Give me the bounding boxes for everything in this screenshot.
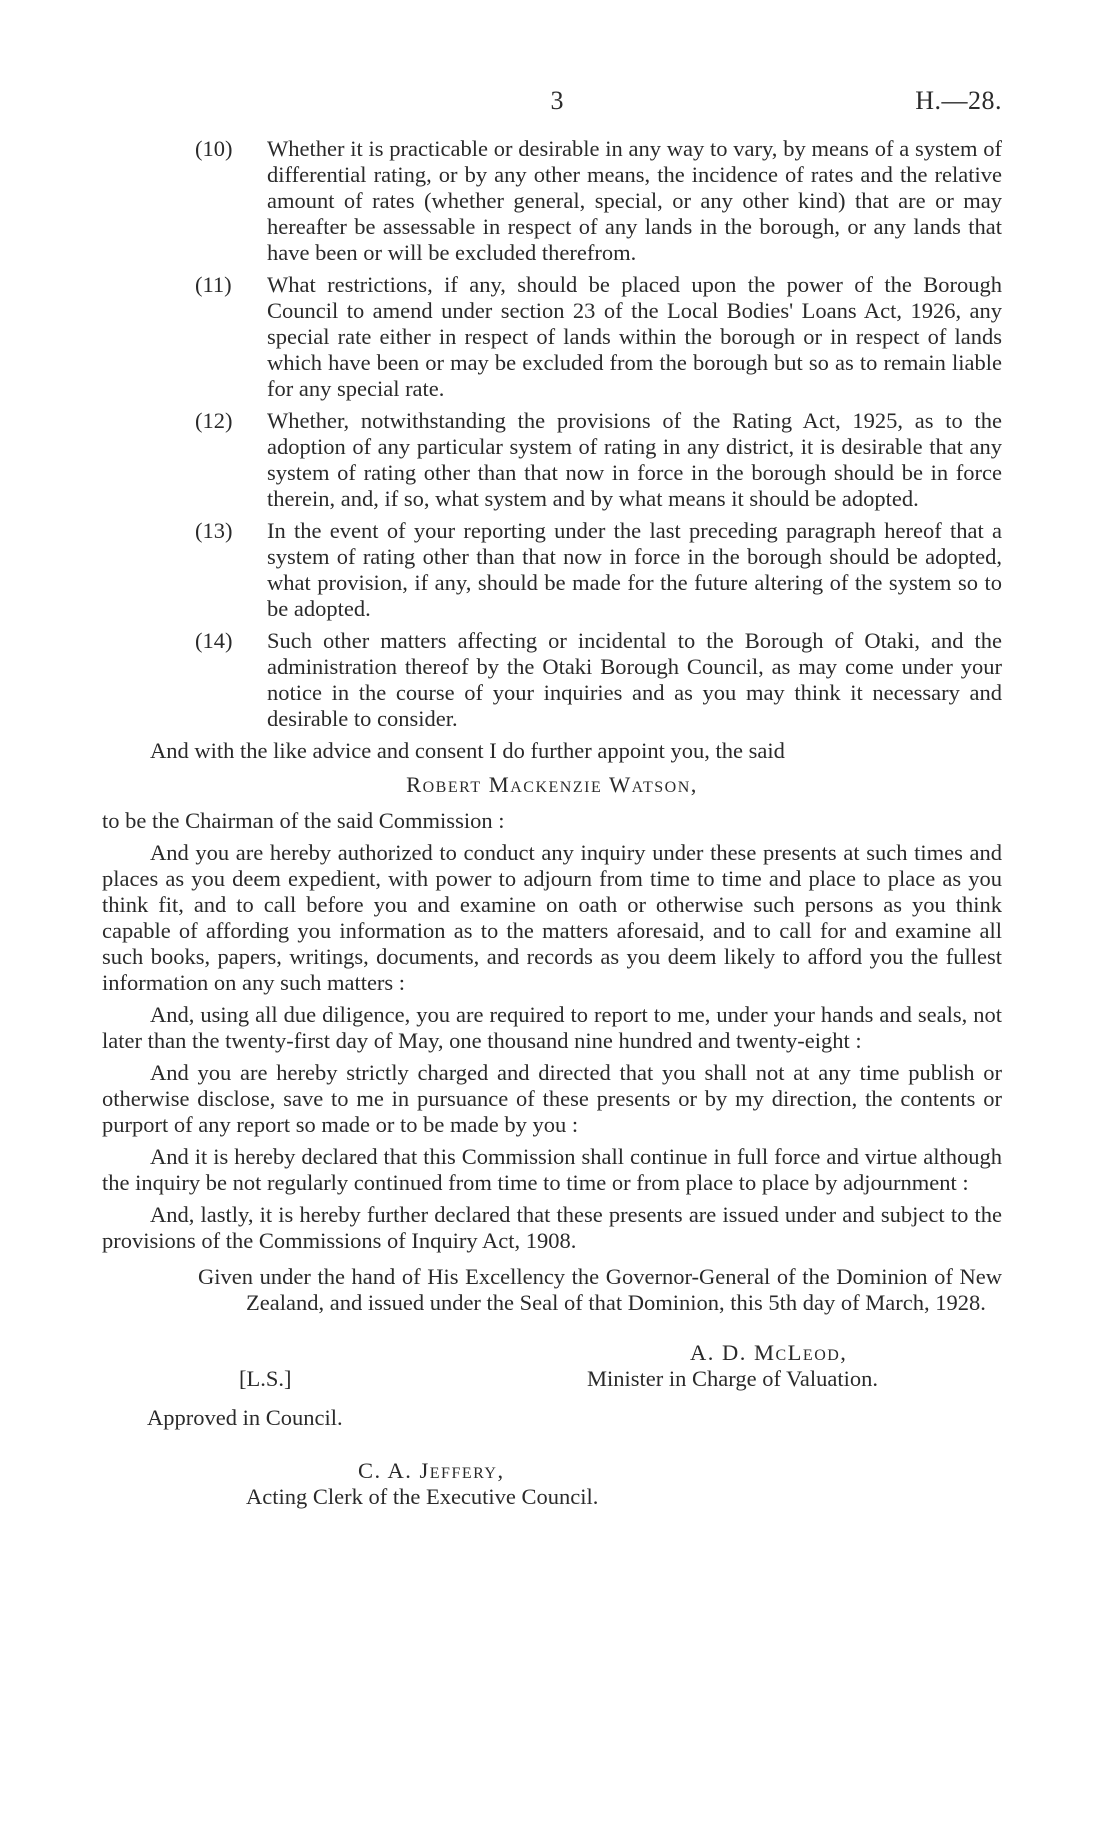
page-number: 3 bbox=[550, 86, 564, 115]
approved-in-council: Approved in Council. bbox=[147, 1405, 343, 1430]
paragraph: And, lastly, it is hereby further declared that these presents are issued under and subject to the provisions of the Commissions of Inquiry Act, 1908. bbox=[102, 1202, 1002, 1253]
signature-block bbox=[102, 1330, 1002, 1550]
chairman-name: Robert Mackenzie Watson, bbox=[406, 772, 698, 797]
numbered-item bbox=[195, 408, 1002, 512]
numbered-item bbox=[195, 272, 1002, 402]
paragraph: And you are hereby authorized to conduct any inquiry under these presents at such times and places as you deem expedient, with power to adjourn from time to time and place to place as you think fit, and to call before you and examine on oath or otherwise such persons as you think capable of affording you information as to the matters aforesaid, and to call for and examine all such books, papers, writings, documents, and records as you deem likely to afford you the fullest information on any such matters : bbox=[102, 840, 1002, 995]
minister-title: Minister in Charge of Valuation. bbox=[587, 1366, 879, 1391]
clerk-signature bbox=[246, 1458, 598, 1510]
item-number: (14) bbox=[195, 628, 233, 653]
item-number: (13) bbox=[195, 518, 233, 543]
minister-name: A. D. McLeod, bbox=[690, 1340, 848, 1365]
paragraph: And you are hereby strictly charged and directed that you shall not at any time publish or otherwise disclose, save to me in pursuance of these presents or by my direction, the contents or purport of any report so made or to be made by you : bbox=[102, 1060, 1002, 1137]
given-clause: Given under the hand of His Excellency the Governor-General of the Dominion of New Zealand, and issued under the Seal of that Dominion, this 5th day of March, 1928. bbox=[198, 1264, 1002, 1315]
paragraph: And it is hereby declared that this Commission shall continue in full force and virtue although the inquiry be not regularly continued from time to time or from place to place by adjournment : bbox=[102, 1144, 1002, 1195]
item-text: Whether it is practicable or desirable in any way to vary, by means of a system of differential rating, or by any other means, the incidence of rates and the relative amount of rates (whether general, special, or any other kind) that are or may hereafter be assessable in respect of any lands in the borough, or any lands that have been or will be excluded therefrom. bbox=[267, 136, 1002, 265]
numbered-item bbox=[195, 518, 1002, 622]
appointment-role: to be the Chairman of the said Commission : bbox=[102, 808, 505, 833]
numbered-item bbox=[195, 136, 1002, 266]
item-number: (11) bbox=[195, 272, 232, 297]
seal-mark: [L.S.] bbox=[239, 1366, 292, 1391]
numbered-item bbox=[195, 628, 1002, 732]
minister-signature bbox=[587, 1340, 987, 1392]
paragraph: And, using all due diligence, you are required to report to me, under your hands and seals, not later than the twenty-first day of May, one thousand nine hundred and twenty-eight : bbox=[102, 1002, 1002, 1053]
appointment-intro: And with the like advice and consent I do further appoint you, the said bbox=[150, 738, 785, 763]
item-text: Whether, notwithstanding the provisions of the Rating Act, 1925, as to the adoption of any particular system of rating in any district, it is desirable that any system of rating other than that now in force in the borough should be in force therein, and, if so, what system and by what means it should be adopted. bbox=[267, 408, 1002, 511]
item-text: Such other matters affecting or incidental to the Borough of Otaki, and the administration thereof by the Otaki Borough Council, as may come under your notice in the course of your inquiries and as you may think it necessary and desirable to consider. bbox=[267, 628, 1002, 731]
clerk-name: C. A. Jeffery, bbox=[358, 1458, 505, 1483]
item-text: In the event of your reporting under the last preceding paragraph hereof that a system of rating other than that now in force in the borough should be adopted, what provision, if any, should be made for the future altering of the system so to be adopted. bbox=[267, 518, 1002, 621]
page-header bbox=[0, 86, 1114, 120]
document-reference: H.—28. bbox=[915, 86, 1002, 115]
clerk-title: Acting Clerk of the Executive Council. bbox=[246, 1484, 599, 1509]
item-number: (10) bbox=[195, 136, 233, 161]
item-number: (12) bbox=[195, 408, 233, 433]
document-body bbox=[102, 136, 1002, 1550]
item-text: What restrictions, if any, should be placed upon the power of the Borough Council to amend under section 23 of the Local Bodies' Loans Act, 1926, any special rate either in respect of lands within the borough or in respect of lands which have been or may be excluded from the borough but so as to remain liable for any special rate. bbox=[267, 272, 1002, 401]
